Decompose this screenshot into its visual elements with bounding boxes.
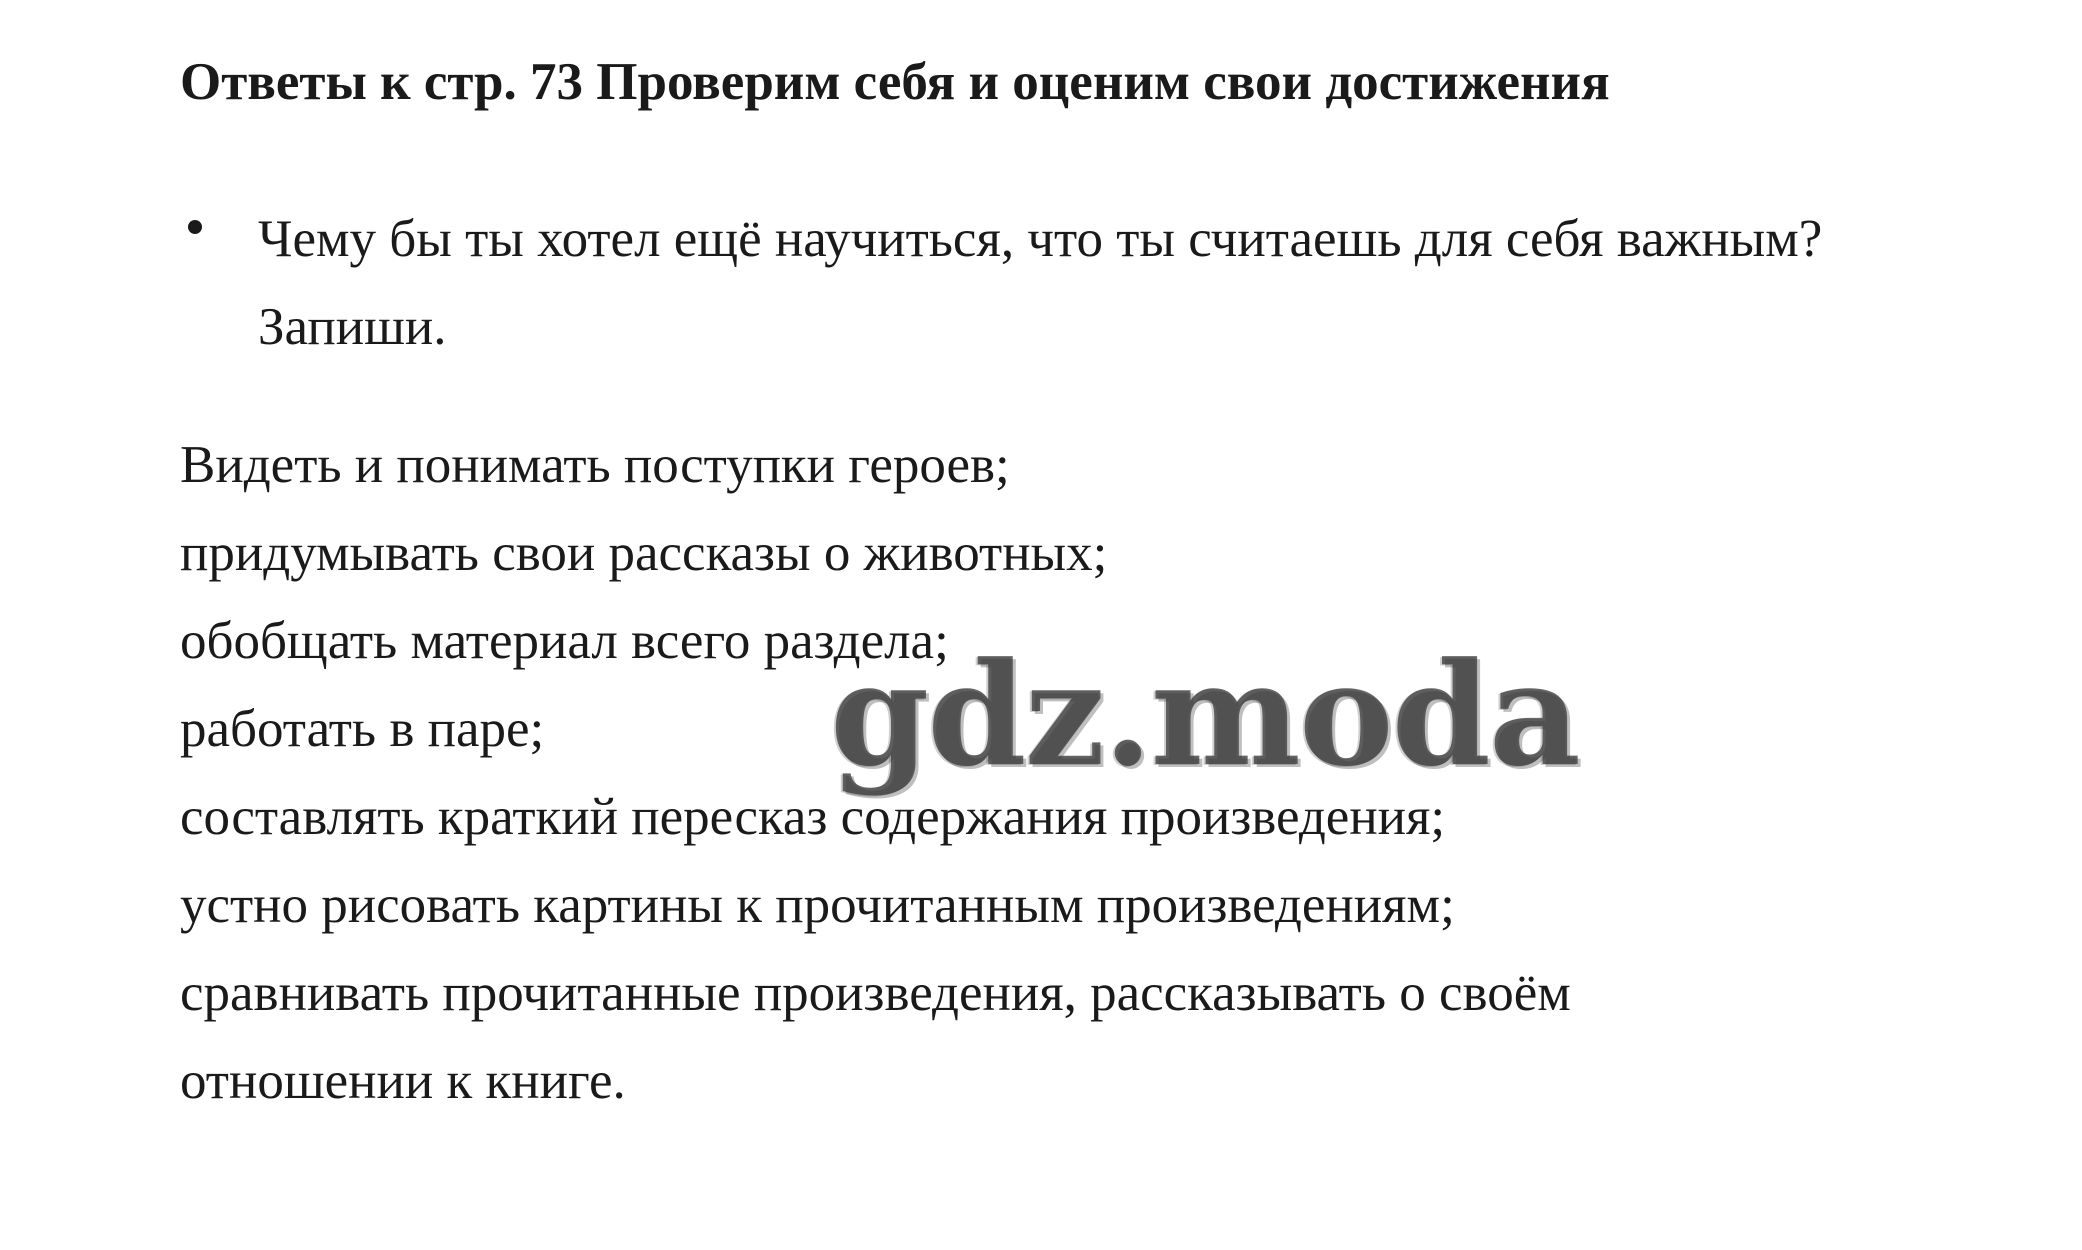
answer-line: составлять краткий пересказ содержания произведения; [180, 788, 1446, 846]
answer-line: обобщать материал всего раздела; [180, 612, 949, 670]
watermark-logo: gdz.moda [830, 632, 1579, 798]
answer-line: работать в паре; [180, 700, 545, 758]
answer-line: Видеть и понимать поступки героев; [180, 436, 1010, 494]
answer-line: отношении к книге. [180, 1052, 626, 1110]
answer-line: придумывать свои рассказы о животных; [180, 524, 1108, 582]
page-title: Ответы к стр. 73 Проверим себя и оценим свои достижения [180, 53, 1610, 111]
bullet-icon [188, 220, 202, 234]
answer-line: сравнивать прочитанные произведения, рассказывать о своём [180, 964, 1571, 1022]
question-text: Чему бы ты хотел ещё научиться, что ты считаешь для себя важным? Запиши. [258, 210, 1823, 356]
answer-line: устно рисовать картины к прочитанным произведениям; [180, 876, 1455, 934]
